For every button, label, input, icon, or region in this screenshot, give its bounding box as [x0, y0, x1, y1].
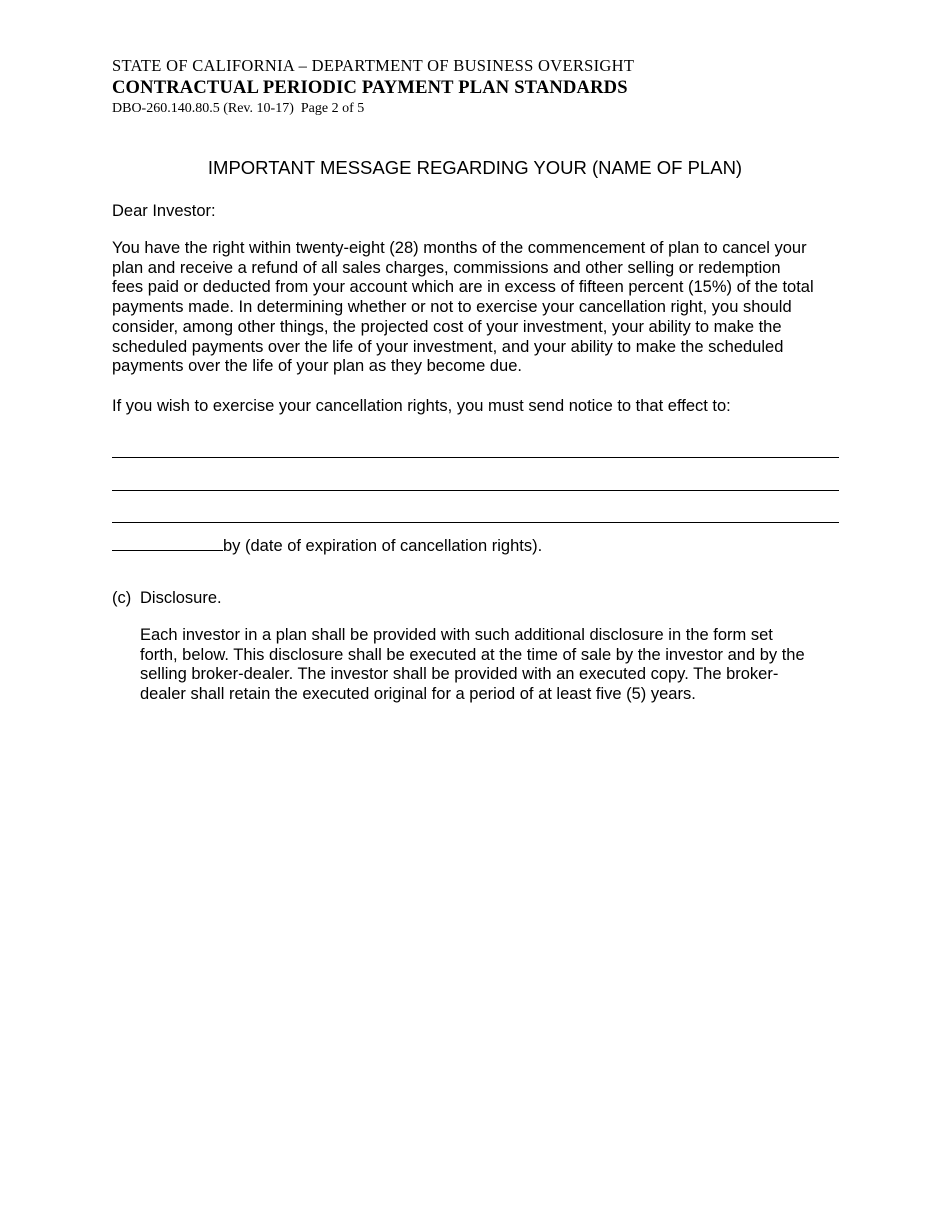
date-blank [112, 535, 223, 551]
document-header [112, 56, 634, 118]
paragraph-line: consider, among other things, the projected cost of your investment, your ability to make the [112, 317, 782, 336]
expiration-text: by (date of expiration of cancellation rights). [223, 537, 543, 555]
section-c-heading [112, 588, 222, 608]
address-blank-line [112, 457, 839, 458]
message-title: IMPORTANT MESSAGE REGARDING YOUR (NAME OF PLAN) [207, 157, 743, 178]
paragraph-line: You have the right within twenty-eight (28) months of the commencement of plan to cancel your [112, 239, 807, 257]
section-marker: (c) [112, 589, 132, 607]
address-blank-line [112, 522, 839, 523]
paragraph-line: plan and receive a refund of all sales charges, commissions and other selling or redemption [112, 258, 781, 277]
form-number: DBO-260.140.80.5 (Rev. 10-17) Page 2 of 5 [112, 101, 365, 116]
disclosure-paragraph [140, 626, 840, 705]
paragraph-line: payments over the life of your plan as they become due. [112, 357, 522, 376]
form-title: CONTRACTUAL PERIODIC PAYMENT PLAN STANDARDS [112, 78, 628, 98]
paragraph-line: payments made. In determining whether or not to exercise your cancellation right, you should [112, 298, 792, 317]
paragraph-line: selling broker-dealer. The investor shall be provided with an executed copy. The broker- [140, 665, 779, 684]
paragraph-line: scheduled payments over the life of your investment, and your ability to make the scheduled [112, 337, 784, 356]
expiration-line [112, 535, 542, 556]
paragraph-line: fees paid or deducted from your account which are in excess of fifteen percent (15%) of the total [112, 278, 814, 297]
agency-name: STATE OF CALIFORNIA – DEPARTMENT OF BUSINESS OVERSIGHT [112, 56, 635, 75]
paragraph-line: dealer shall retain the executed original for a period of at least five (5) years. [140, 685, 696, 704]
section-title: Disclosure. [140, 589, 222, 607]
address-blank-line [112, 490, 839, 491]
paragraph-line: forth, below. This disclosure shall be executed at the time of sale by the investor and by the [140, 645, 805, 664]
cancellation-rights-paragraph [112, 239, 848, 377]
notice-instruction: If you wish to exercise your cancellation rights, you must send notice to that effect to: [112, 397, 731, 415]
salutation: Dear Investor: [112, 202, 216, 220]
paragraph-line: Each investor in a plan shall be provided with such additional disclosure in the form set [140, 626, 773, 644]
